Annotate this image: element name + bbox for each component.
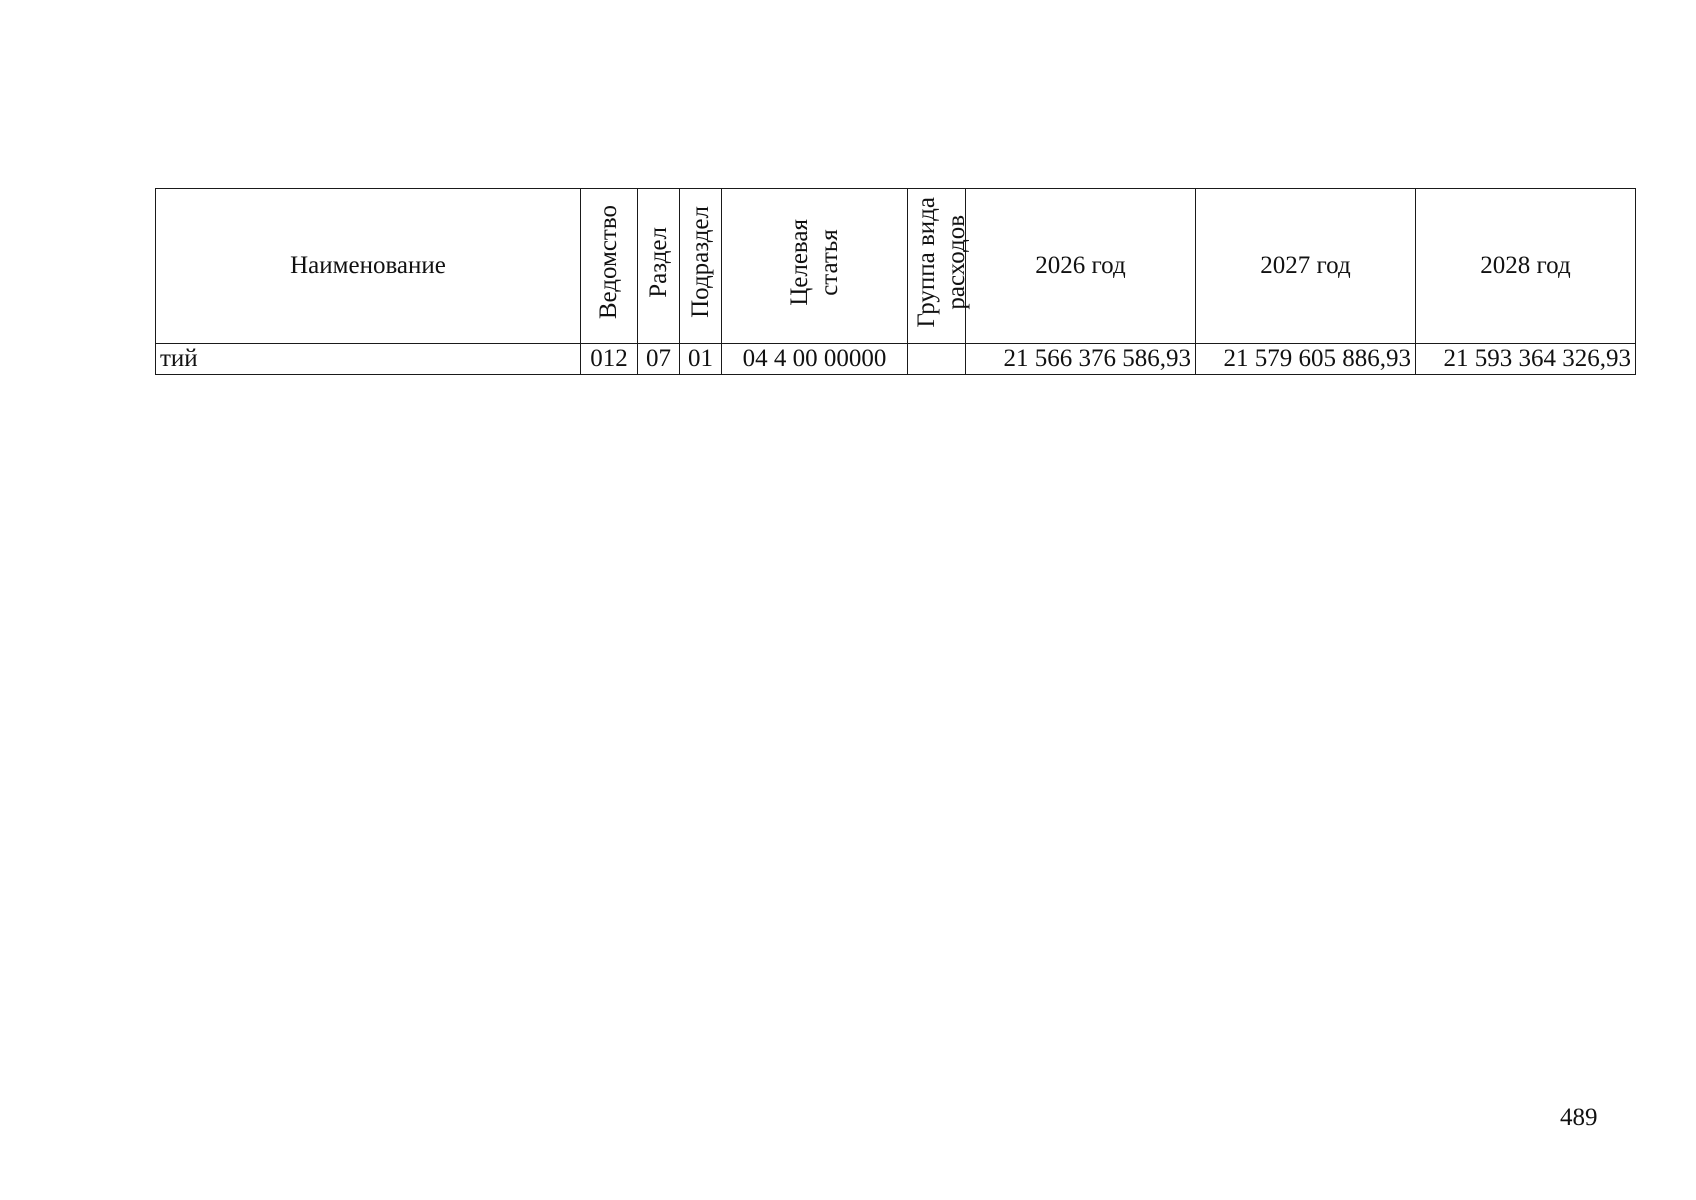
header-expense-group: Группа вида расходов: [908, 189, 966, 344]
table-header: [156, 189, 1636, 344]
header-year-2028: 2028 год: [1416, 189, 1636, 344]
row-subsection: 01: [680, 344, 722, 375]
row-section: 07: [638, 344, 680, 375]
header-department: Ведомство: [581, 189, 638, 344]
table-body: [156, 344, 1636, 375]
page-number: 489: [1560, 1104, 1598, 1131]
row-expense-group: [908, 344, 966, 375]
row-amount-2027: 21 579 605 886,93: [1196, 344, 1416, 375]
row-target-article: 04 4 00 00000: [722, 344, 908, 375]
header-year-2026: 2026 год: [966, 189, 1196, 344]
header-subsection: Подраздел: [680, 189, 722, 344]
header-year-2027: 2027 год: [1196, 189, 1416, 344]
table-row: [156, 344, 1636, 375]
row-name: тий: [156, 344, 581, 375]
row-department: 012: [581, 344, 638, 375]
header-target-article: Целевая статья: [722, 189, 908, 344]
budget-table: [155, 188, 1636, 375]
row-amount-2028: 21 593 364 326,93: [1416, 344, 1636, 375]
row-amount-2026: 21 566 376 586,93: [966, 344, 1196, 375]
header-name: Наименование: [156, 189, 581, 344]
header-section: Раздел: [638, 189, 680, 344]
